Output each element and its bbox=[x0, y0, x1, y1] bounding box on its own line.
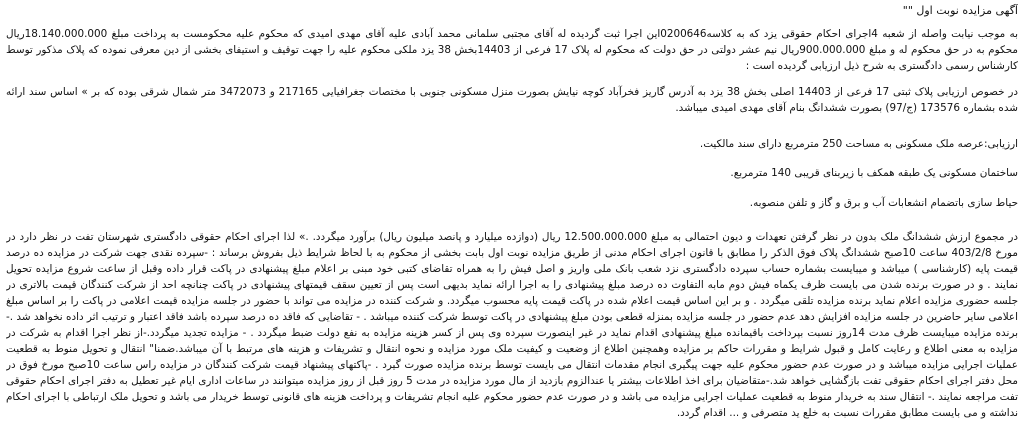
paragraph-case-intro: به موجب نیابت واصله از شعبه 4اجرای احکام حقوقی یزد که به کلاسه0200646این اجرا ثبت گردیده له آقای مجتبی سلمانی محمد آبادی علیه آقای مهدی امیدی که محکوم علیه محکومست به پرداخت مبلغ 18.140.000.000ریال محکوم به در حق محکوم له و مبلغ 900.000.000ریال نیم عشر دولتی در حق دولت که محکوم له پلاک 17 فرعی از 14403بخش 38 یزد ملکی محکوم علیه را جهت توقیف و استیفای بخشی از دین معرفی نموده که پلاک مذکور توسط کارشناس رسمی دادگستری به شرح ذیل ارزیابی گردیده است : bbox=[6, 28, 1018, 72]
auction-notice-document bbox=[6, 0, 1018, 444]
paragraph-utilities: حیاط سازی باتضمام انشعابات آب و برق و گاز و تلفن منصوبه. bbox=[749, 197, 1018, 209]
notice-title: آگهی مزایده نوبت اول "" bbox=[902, 4, 1018, 17]
paragraph-property-appraisal: در خصوص ارزیابی پلاک ثبتی 17 فرعی از 14403 اصلی بخش 38 یزد به آدرس گاریز فخرآباد کوچه نیایش بصورت منزل مسکونی جنوبی با مختصات جغرافیایی 217165 و 3472073 متر شمال شرقی بوده که بر » اساس سند ارائه شده بشماره 173576 (ج/97) بصورت ششدانگ بنام آقای مهدی امیدی میباشد. bbox=[6, 86, 1018, 114]
paragraph-auction-terms: در مجموع ارزش ششدانگ ملک بدون در نظر گرفتن تعهدات و دیون احتمالی به مبلغ 12.500.000.000 ریال (دوازده میلیارد و پانصد میلیون ریال) برآورد میگردد. .» لذا اجرای احکام حقوقی دادگستری شهرستان تفت در نظر دارد در مورخ 403/2/8 ساعت 10صبح ششدانگ پلاک فوق الذکر را مطابق با قانون اجرای احکام مدنی از طریق مزایده نوبت اول بابت بخشی از محکوم به با لحاظ شرایط ذیل بفروش برساند : -سپرده نقدی جهت شرکت در مزایده ده درصد قیمت پایه (کارشناسی ) میباشد و میبایست بشماره حساب سپرده دادگستری نزد شعب بانک ملی واریز و اصل فیش را به همراه تقاضای کتبی خود مبنی بر اعلام مبلغ پیشنهادی در پاکت قرار داده وقبل از ساعت شروع مزایده تحویل نمایند . و در صورت برنده شدن می بایست ظرف یکماه فیش دوم مابه التفاوت ده درصد مبلغ پیشنهادی را به اجرا ارائه نماید بدیهی است پس از تعیین سقف قیمتهای پیشنهادی در پاکت چنانچه احد از شرکت کنندگان قیمت بالاتری در جلسه حضوری مزایده اعلام نماید برنده مزایده تلقی میگردد . و بر این اساس قیمت اعلام شده در پاکت قیمت پایه محسوب میگردد. و شرکت کننده در مزایده می تواند با حضور در جلسه مزایده قیمت اعلامی در پاکت را بر اساس مبلغ اعلامی سایر حاضرین در جلسه مزایده افزایش دهد عدم حضور در جلسه مزایده بمنزله قطعی بودن مبلغ پیشنهادی در پاکت توسط شرکت کننده میباشد . - تقاضایی که فاقد ده درصد سپرده باشد فاقد اعتبار و ترتیب اثر داده نخواهد شد .-برنده مزایده میبایست ظرف مدت 14روز نسبت بپرداخت باقیمانده مبلغ پیشنهادی اقدام نماید در غیر اینصورت سپرده وی پس از کسر هزینه مزایده به نفع دولت ضبط میگردد . - مزایده تجدید میگردد.-از نظر اجرا اقدام به شرکت در مزایده به معنی اطلاع و رعایت کامل و قبول شرایط و مقررات حاکم بر مزایده وهمچنین اطلاع از وضعیت و کیفیت ملک مورد مزایده و نحوه انتقال و تشریفات و هزینه های مرتبط با آن میباشد.ضمنا" انتقال و تحویل منوط به قطعیت عملیات اجرایی مزایده میباشد و در صورت عدم حضور محکوم علیه جهت پیگیری انجام مقدمات انتقال می بایست توسط برنده مزایده صورت گیرد . -پاکتهای پیشنهاد قیمت شرکت کنندگان در مزایده راس ساعت 10صبح مورخ فوق در محل دفتر اجرای احکام حقوقی تفت بازگشایی خواهد شد.-متقاضیان برای اخذ اطلاعات بیشتر یا عندالزوم بازدید از مال مورد مزایده در مدت 5 روز قبل از روز مزایده میتوانند در ساعات اداری ایام غیر تعطیل به دفتر اجرای احکام حقوقی تفت مراجعه نمایند .- انتقال سند به خریدار منوط به قطعیت عملیات اجرایی مزایده می باشد و در صورت عدم حضور محکوم علیه انجام تشریفات و پرداخت هزینه های قانونی توسط خریدار می باشد و تحویل ملک ارتباطی با اجرای احکام نداشته و می بایست مطابق مقررات نسبت به خلع ید متصرفی و ... اقدام گردد. bbox=[6, 231, 1018, 419]
paragraph-land-area: ارزیابی:عرصه ملک مسکونی به مساحت 250 مترمربع دارای سند مالکیت. bbox=[699, 138, 1018, 150]
paragraph-building: ساختمان مسکونی یک طبقه همکف با زیربنای قریبی 140 مترمربع. bbox=[730, 167, 1018, 179]
